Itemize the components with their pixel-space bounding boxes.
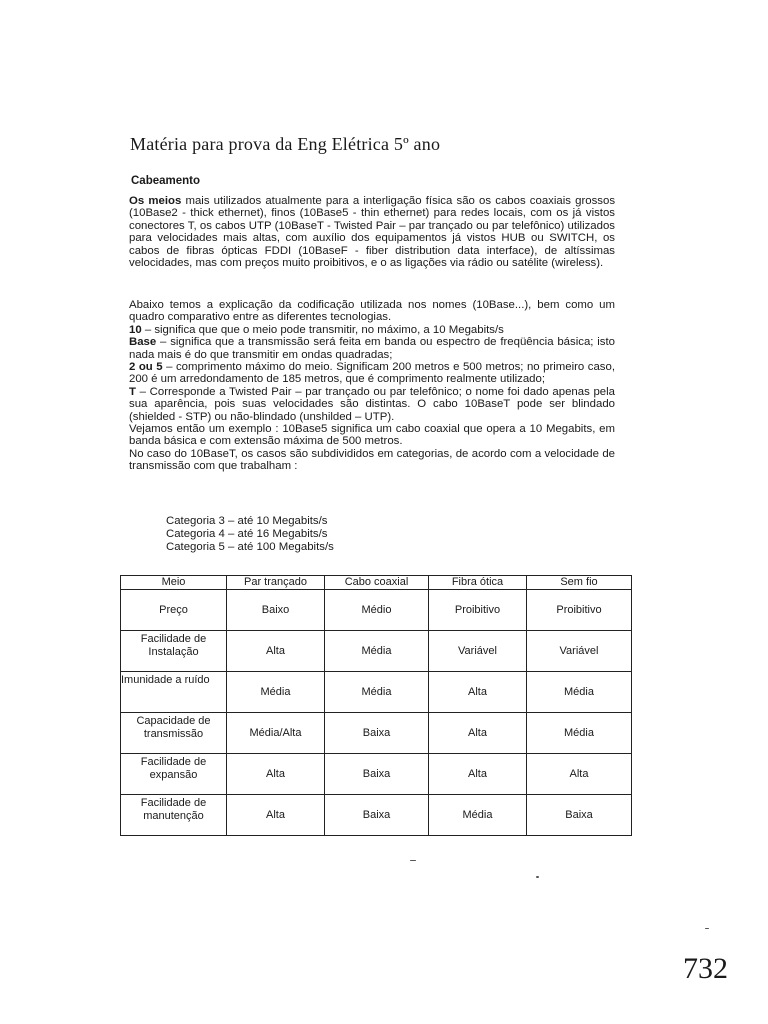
category-item: Categoria 5 – até 100 Megabits/s bbox=[166, 541, 334, 553]
table-cell: Alta bbox=[227, 795, 325, 836]
table-cell: Proibitivo bbox=[527, 590, 632, 631]
table-cell: Baixa bbox=[527, 795, 632, 836]
comparison-table bbox=[120, 575, 632, 836]
table-row bbox=[121, 795, 632, 836]
table-cell: Baixa bbox=[325, 754, 429, 795]
column-header: Sem fio bbox=[527, 576, 632, 590]
intro-paragraph bbox=[129, 195, 615, 269]
table-cell: Alta bbox=[429, 713, 527, 754]
row-label-cell: Preço bbox=[121, 590, 227, 631]
definition-term: Base bbox=[129, 336, 157, 349]
table-row bbox=[121, 754, 632, 795]
categories-intro: No caso do 10BaseT, os casos são subdivididos em categorias, de acordo com a velocidade de transmissão com que trabalham : bbox=[129, 447, 615, 473]
table-cell: Variável bbox=[429, 631, 527, 672]
table-cell: Baixo bbox=[227, 590, 325, 631]
category-item: Categoria 4 – até 16 Megabits/s bbox=[166, 528, 328, 540]
table-cell: Alta bbox=[429, 754, 527, 795]
row-label-cell: Facilidade de Instalação bbox=[121, 631, 227, 672]
table-cell: Baixa bbox=[325, 795, 429, 836]
intro-text: mais utilizados atualmente para a interligação física são os cabos coaxiais grossos (10Base2 - thick ethernet), finos (10Base5 - thin ethernet) para redes locais, com os já vistos conectores T, os cabos UTP (10BaseT - Twisted Pair – par trançado ou par telefônico) utilizados para velocidades mais altas, com auxílio dos equipamentos já vistos HUB ou SWITCH, os cabos de fibras ópticas FDDI (10BaseF - fiber distribution data interface), de altíssimas velocidades, mas com preços muito proibitivos, e o as ligações via rádio ou satélite (wireless). bbox=[129, 195, 616, 270]
definition-item bbox=[129, 324, 615, 336]
example-paragraph: Vejamos então um exemplo : 10Base5 significa um cabo coaxial que opera a 10 Megabits, em banda básica e com extensão máxima de 500 metros. bbox=[129, 423, 615, 448]
row-label-cell: Imunidade a ruído bbox=[121, 672, 227, 713]
page-number: 732 bbox=[683, 952, 728, 985]
row-label-cell: Facilidade de manutenção bbox=[121, 795, 227, 836]
definition-term: T bbox=[129, 385, 136, 398]
intro-lead-term: Os meios bbox=[129, 195, 182, 207]
category-item: Categoria 3 – até 10 Megabits/s bbox=[166, 515, 328, 527]
page-title: Matéria para prova da Eng Elétrica 5º ano bbox=[130, 134, 441, 154]
table-cell: Média bbox=[527, 672, 632, 713]
table-row bbox=[121, 590, 632, 631]
definition-text: – comprimento máximo do meio. Significam 200 metros e 500 metros; no primeiro caso, 200 é um arredondamento de 185 metros, que é comprimento realmente utilizado; bbox=[129, 361, 615, 386]
section-heading: Cabeamento bbox=[131, 175, 201, 187]
definition-item bbox=[129, 386, 615, 423]
table-header-row bbox=[121, 576, 632, 590]
definition-term: 10 bbox=[129, 323, 142, 336]
column-header: Cabo coaxial bbox=[325, 576, 429, 590]
table-cell: Média bbox=[227, 672, 325, 713]
scan-speck bbox=[536, 876, 539, 878]
table-cell: Média bbox=[325, 631, 429, 672]
column-header: Meio bbox=[121, 576, 227, 590]
column-header: Par trançado bbox=[227, 576, 325, 590]
table-cell: Média bbox=[429, 795, 527, 836]
column-header: Fibra ótica bbox=[429, 576, 527, 590]
table-cell: Média bbox=[325, 672, 429, 713]
table-cell: Médio bbox=[325, 590, 429, 631]
definition-text: – significa que que o meio pode transmitir, no máximo, a 10 Megabits/s bbox=[141, 323, 504, 336]
explanation-intro: Abaixo temos a explicação da codificação utilizada nos nomes (10Base...), bem como um quadro comparativo entre as diferentes tecnologias. bbox=[129, 299, 615, 324]
table-cell: Alta bbox=[227, 754, 325, 795]
definition-item bbox=[129, 361, 615, 386]
table-cell: Baixa bbox=[325, 713, 429, 754]
definition-term: 2 ou 5 bbox=[129, 361, 163, 374]
table-row bbox=[121, 713, 632, 754]
table-cell: Média/Alta bbox=[227, 713, 325, 754]
scan-speck bbox=[705, 928, 709, 929]
definition-text: – Corresponde a Twisted Pair – par trançado ou par telefônico; o nome foi dado apenas pela sua aparência, pois suas velocidades são distintas. O cabo 10BaseT pode ser blindado (shielded - STP) ou não-blindado (unshilded – UTP). bbox=[129, 385, 615, 423]
table-cell: Variável bbox=[527, 631, 632, 672]
table-cell: Alta bbox=[527, 754, 632, 795]
category-list bbox=[166, 515, 334, 554]
table-cell: Proibitivo bbox=[429, 590, 527, 631]
table-cell: Média bbox=[527, 713, 632, 754]
definition-item bbox=[129, 336, 615, 361]
explanation-block bbox=[129, 299, 615, 473]
definition-text: – significa que a transmissão será feita em banda ou espectro de freqüência básica; isto nada mais é do que transmitir em ondas quadradas; bbox=[129, 336, 615, 361]
table-cell: Alta bbox=[227, 631, 325, 672]
row-label-cell: Facilidade de expansão bbox=[121, 754, 227, 795]
scan-speck bbox=[410, 860, 416, 861]
table-cell: Alta bbox=[429, 672, 527, 713]
table-row bbox=[121, 672, 632, 713]
row-label-cell: Capacidade de transmissão bbox=[121, 713, 227, 754]
table-row bbox=[121, 631, 632, 672]
